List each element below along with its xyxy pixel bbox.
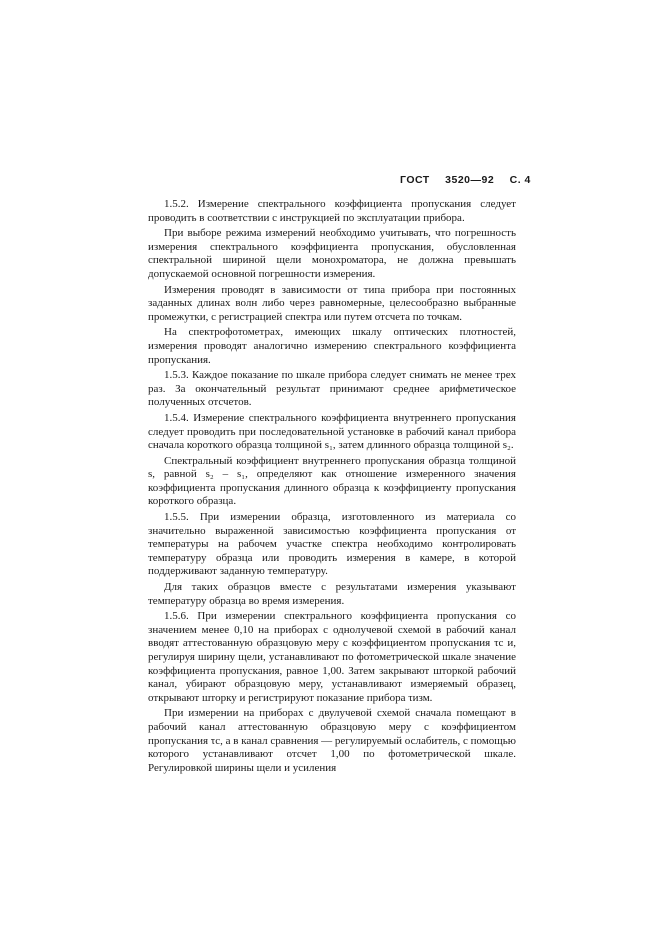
- page-number: С. 4: [509, 174, 531, 186]
- paragraph-1-5-5: 1.5.5. При измерении образца, изготовленного из материала со значительно выраженной зависимостью коэффициента пропускания от температуры на рабочем участке спектра необходимо контролировать температуру образца или проводить измерения в камере, в которой поддерживают заданную температуру.: [148, 511, 516, 578]
- paragraph-internal-transmittance: Спектральный коэффициент внутреннего пропускания образца толщиной s, равной s₂ – s₁, определяют как отношение измеренного значения коэффициента пропускания длинного образца к коэффициенту пропускания короткого образца.: [148, 454, 516, 508]
- standard-label: ГОСТ: [400, 174, 430, 186]
- paragraph-spectrophotometers: На спектрофотометрах, имеющих шкалу оптических плотностей, измерения проводят аналогично измерению спектрального коэффициента пропускания.: [148, 326, 516, 366]
- paragraph-temperature-note: Для таких образцов вместе с результатами измерения указывают температуру образца во время измерения.: [148, 581, 516, 607]
- document-body: [148, 198, 516, 777]
- paragraph-mode-selection: При выборе режима измерений необходимо учитывать, что погрешность измерения спектрального коэффициента пропускания, обусловленная спектральной шириной щели монохроматора, не должна превышать допускаемой основной погрешности измерения.: [148, 227, 516, 280]
- paragraph-wavelengths: Измерения проводят в зависимости от типа прибора при постоянных заданных длинах волн либо через равномерные, целесообразно выбранные промежутки, с регистрацией спектра или путем отсчета по точкам.: [148, 283, 516, 323]
- page-header: [400, 174, 543, 186]
- paragraph-1-5-2: 1.5.2. Измерение спектрального коэффициента пропускания следует проводить в соответствии с инструкцией по эксплуатации прибора.: [148, 198, 516, 224]
- paragraph-double-beam: При измерении на приборах с двулучевой схемой сначала помещают в рабочий канал аттестованную образцовую меру с коэффициентом пропускания τc, а в канал сравнения — регулируемый ослабитель, с помощью которого устанавливают отсчет 1,00 по фотометрической шкале. Регулировкой ширины щели и усиления: [148, 707, 516, 774]
- paragraph-1-5-3: 1.5.3. Каждое показание по шкале прибора следует снимать не менее трех раз. За окончательный результат принимают среднее арифметическое полученных отсчетов.: [148, 369, 516, 409]
- paragraph-1-5-6: 1.5.6. При измерении спектрального коэффициента пропускания со значением менее 0,10 на приборах с однолучевой схемой в рабочий канал вводят аттестованную образцовую меру с коэффициентом пропускания τc и, регулируя ширину щели, устанавливают по фотометрической шкале значение коэффициента пропускания, равное 1,00. Затем закрывают шторкой рабочий канал, убирают образцовую меру, устанавливают измеряемый образец, открывают шторку и регистрируют показание прибора τизм.: [148, 610, 516, 704]
- paragraph-1-5-4: 1.5.4. Измерение спектрального коэффициента внутреннего пропускания следует проводить при последовательной установке в рабочий канал прибора сначала короткого образца толщиной s₁, затем длинного образца толщиной s₂.: [148, 411, 516, 452]
- standard-number: 3520—92: [445, 174, 495, 186]
